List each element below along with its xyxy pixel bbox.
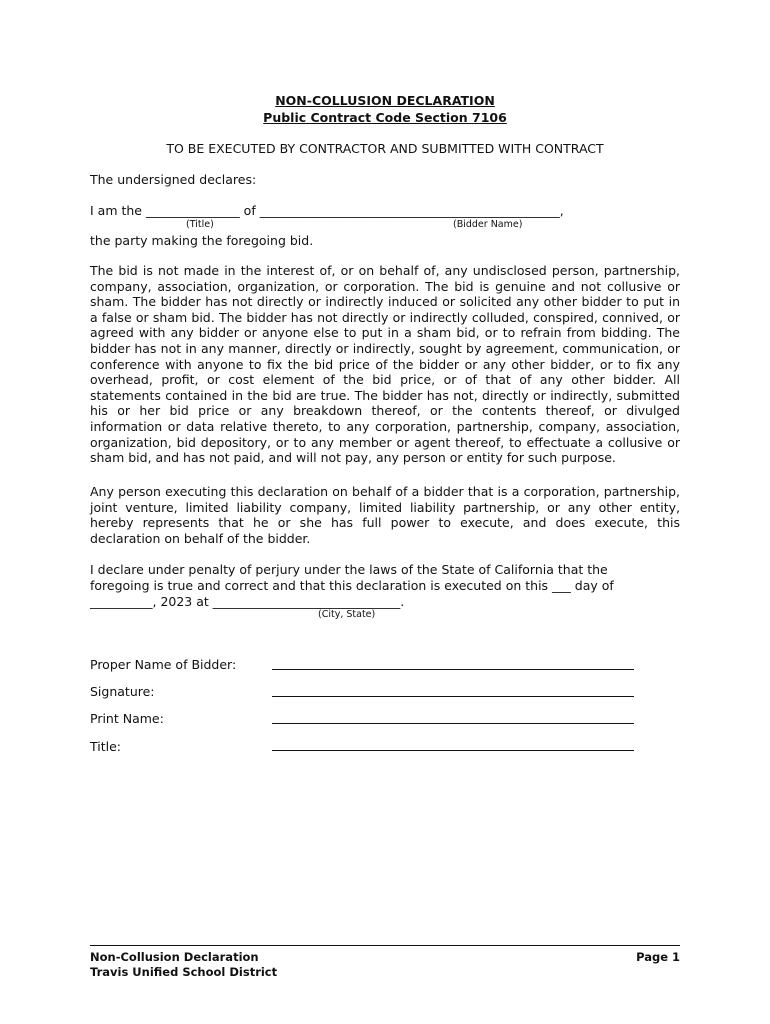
footer-doc-name: Non-Collusion Declaration <box>90 950 259 964</box>
party-line: the party making the foregoing bid. <box>90 233 314 248</box>
city-state-caption: (City, State) <box>318 609 376 620</box>
declaration-paragraph-1: The bid is not made in the interest of, or on behalf of, any undisclosed person, partnership, company, association, organization, or corporation. The bid is genuine and not collusive or sham. The bidder has not directly or indirectly induced or solicited any other bidder to put in a false or sham bid. The bidder has not directly or indirectly colluded, conspired, connived, or agreed with any bidder or anyone else to put in a sham bid, or to refrain from bidding. The bidder has not in any manner, directly or indirectly, sought by agreement, communication, or conference with anyone to fix the bid price of the bidder or any other bidder, or to fix any overhead, profit, or cost element of the bid price, or of that of any other bidder. All statements contained in the bid are true. The bidder has not, directly or indirectly, submitted his or her bid price or any breakdown thereof, or the contents thereof, or divulged information or data relative thereto, to any corporation, partnership, company, association, organization, bid depository, or to any member or agent thereof, to effectuate a collusive or sham bid, and has not paid, and will not pay, any person or entity for such purpose. <box>90 263 680 466</box>
proper-name-field[interactable] <box>272 669 634 670</box>
title-label: Title: <box>90 739 121 754</box>
title-caption: (Title) <box>186 219 214 230</box>
document-title: NON-COLLUSION DECLARATION <box>275 93 495 108</box>
identity-line: I am the _______________ of ________________________________________________, <box>90 203 564 218</box>
perjury-line-3: __________, 2023 at ______________________________. <box>90 594 405 609</box>
footer-page-number: Page 1 <box>636 950 680 964</box>
proper-name-label: Proper Name of Bidder: <box>90 657 237 672</box>
print-name-label: Print Name: <box>90 711 164 726</box>
declares-text: The undersigned declares: <box>90 172 257 187</box>
print-name-field[interactable] <box>272 723 634 724</box>
footer-divider <box>90 945 680 946</box>
bidder-name-caption: (Bidder Name) <box>453 219 523 230</box>
title-field[interactable] <box>272 750 634 751</box>
execute-note: TO BE EXECUTED BY CONTRACTOR AND SUBMITTED WITH CONTRACT <box>166 141 604 156</box>
declaration-paragraph-2: Any person executing this declaration on behalf of a bidder that is a corporation, partnership, joint venture, limited liability company, limited liability partnership, or any other entity, hereby represents that he or she has full power to execute, and does execute, this declaration on behalf of the bidder. <box>90 484 680 546</box>
signature-field[interactable] <box>272 696 634 697</box>
footer-district: Travis Unified School District <box>90 965 278 979</box>
signature-label: Signature: <box>90 684 155 699</box>
perjury-line-2: foregoing is true and correct and that this declaration is executed on this ___ day of <box>90 578 614 593</box>
document-subtitle: Public Contract Code Section 7106 <box>263 110 507 125</box>
perjury-line-1: I declare under penalty of perjury under the laws of the State of California that the <box>90 562 608 577</box>
